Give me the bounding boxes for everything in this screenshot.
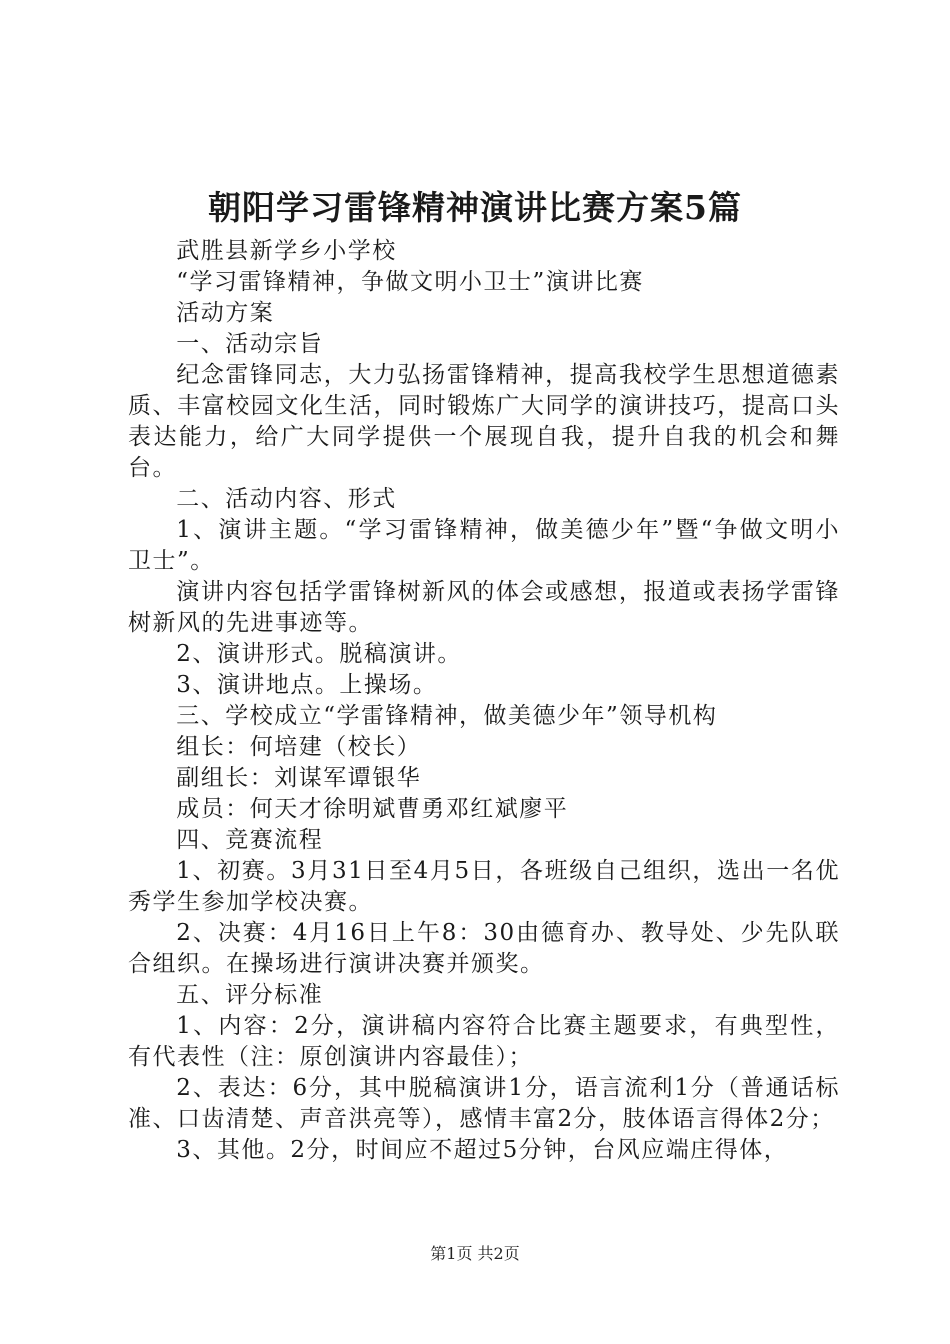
paragraph: 2、表达：6分，其中脱稿演讲1分，语言流利1分（普通话标准、口齿清楚、声音洪亮等），感情丰富2分，肢体语言得体2分； [128, 1075, 840, 1132]
paragraph: 3、演讲地点。上操场。 [176, 672, 438, 698]
paragraph: 成员：何天才徐明斌曹勇邓红斌廖平 [176, 796, 569, 822]
paragraph: “学习雷锋精神，争做文明小卫士”演讲比赛 [176, 269, 644, 295]
paragraph: 五、评分标准 [176, 982, 324, 1008]
paragraph: 武胜县新学乡小学校 [176, 238, 397, 264]
paragraph: 2、决赛：4月16日上午8：30由德育办、教导处、少先队联合组织。在操场进行演讲决赛并颁奖。 [128, 920, 840, 977]
page-number-footer: 第1页 共2页 [430, 1244, 520, 1263]
paragraph: 二、活动内容、形式 [176, 486, 397, 512]
document-body [128, 236, 840, 1166]
paragraph: 四、竞赛流程 [176, 827, 324, 853]
paragraph: 活动方案 [176, 300, 275, 326]
paragraph: 组长：何培建（校长） [176, 734, 422, 760]
paragraph: 3、其他。2分，时间应不超过5分钟，台风应端庄得体， [176, 1137, 789, 1163]
paragraph: 1、内容：2分，演讲稿内容符合比赛主题要求，有典型性，有代表性（注：原创演讲内容最佳）； [128, 1013, 840, 1070]
document-title: 朝阳学习雷锋精神演讲比赛方案5篇 [208, 188, 742, 227]
paragraph: 一、活动宗旨 [176, 331, 324, 357]
paragraph: 1、演讲主题。“学习雷锋精神，做美德少年”暨“争做文明小卫士”。 [128, 517, 840, 574]
paragraph: 2、演讲形式。脱稿演讲。 [176, 641, 462, 667]
paragraph: 演讲内容包括学雷锋树新风的体会或感想，报道或表扬学雷锋树新风的先进事迹等。 [128, 579, 840, 636]
paragraph: 1、初赛。3月31日至4月5日，各班级自己组织，选出一名优秀学生参加学校决赛。 [128, 858, 840, 915]
paragraph: 纪念雷锋同志，大力弘扬雷锋精神，提高我校学生思想道德素质、丰富校园文化生活，同时锻炼广大同学的演讲技巧，提高口头表达能力，给广大同学提供一个展现自我，提升自我的机会和舞台。 [128, 362, 840, 481]
paragraph: 三、学校成立“学雷锋精神，做美德少年”领导机构 [176, 703, 718, 729]
paragraph: 副组长：刘谋军谭银华 [176, 765, 422, 791]
